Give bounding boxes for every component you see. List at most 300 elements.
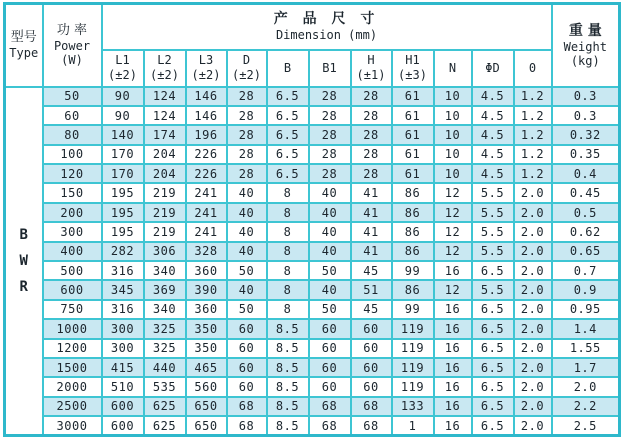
dim-value-cell: 119	[392, 358, 434, 377]
dim-value-cell: 86	[392, 242, 434, 261]
dim-value-cell: 440	[144, 358, 186, 377]
dim-value-cell: 8	[267, 183, 309, 202]
dim-column-header	[144, 50, 186, 87]
dim-value-cell: 60	[351, 377, 392, 396]
dim-value-cell: 86	[392, 203, 434, 222]
dim-value-cell: 12	[434, 242, 472, 261]
dim-value-cell: 40	[309, 222, 351, 241]
dim-value-cell: 625	[144, 416, 186, 435]
dim-value-cell: 90	[102, 106, 144, 125]
dim-value-cell: 5.5	[472, 242, 514, 261]
dim-value-cell: 2.0	[514, 339, 552, 358]
power-cell: 150	[43, 183, 102, 202]
dim-value-cell: 119	[392, 339, 434, 358]
dim-value-cell: 8.5	[267, 416, 309, 435]
dim-column-name: H	[367, 53, 375, 67]
type-header-en: Type	[9, 46, 39, 61]
dim-value-cell: 2.0	[514, 319, 552, 338]
dim-value-cell: 133	[392, 397, 434, 416]
dim-column-name: L1	[115, 53, 130, 67]
power-cell: 600	[43, 280, 102, 299]
dim-value-cell: 2.0	[514, 242, 552, 261]
table-row	[5, 339, 620, 358]
dim-value-cell: 650	[186, 397, 227, 416]
dim-value-cell: 28	[351, 125, 392, 144]
table-row	[5, 203, 620, 222]
dim-value-cell: 40	[227, 222, 267, 241]
dim-value-cell: 625	[144, 397, 186, 416]
dim-column-tolerance: (±2)	[108, 68, 137, 82]
weight-cell: 2.2	[552, 397, 620, 416]
dim-value-cell: 61	[392, 87, 434, 106]
dim-value-cell: 2.0	[514, 222, 552, 241]
dim-value-cell: 1.2	[514, 106, 552, 125]
dim-value-cell: 68	[309, 397, 351, 416]
dim-value-cell: 4.5	[472, 145, 514, 164]
dim-value-cell: 204	[144, 145, 186, 164]
power-cell: 2500	[43, 397, 102, 416]
dim-value-cell: 219	[144, 183, 186, 202]
table-row	[5, 280, 620, 299]
spec-sheet	[3, 2, 621, 437]
power-cell: 750	[43, 300, 102, 319]
dim-value-cell: 1.2	[514, 145, 552, 164]
dim-column-header	[102, 50, 144, 87]
dim-column-name: N	[448, 60, 457, 75]
dim-value-cell: 61	[392, 164, 434, 183]
dim-value-cell: 2.0	[514, 203, 552, 222]
table-row	[5, 358, 620, 377]
weight-cell: 0.95	[552, 300, 620, 319]
power-header	[43, 4, 102, 87]
dim-value-cell: 196	[186, 125, 227, 144]
dim-value-cell: 50	[227, 261, 267, 280]
dim-value-cell: 241	[186, 222, 227, 241]
dim-column-tolerance: (±1)	[356, 68, 386, 82]
dim-value-cell: 241	[186, 183, 227, 202]
dim-value-cell: 86	[392, 183, 434, 202]
dim-value-cell: 60	[227, 339, 267, 358]
dim-value-cell: 5.5	[472, 183, 514, 202]
dim-value-cell: 28	[351, 106, 392, 125]
weight-cell: 2.5	[552, 416, 620, 435]
weight-cell: 0.7	[552, 261, 620, 280]
dim-value-cell: 2.0	[514, 397, 552, 416]
dim-value-cell: 510	[102, 377, 144, 396]
dim-value-cell: 40	[227, 280, 267, 299]
dim-value-cell: 124	[144, 106, 186, 125]
weight-cell: 0.9	[552, 280, 620, 299]
dim-value-cell: 41	[351, 222, 392, 241]
table-row	[5, 145, 620, 164]
dim-value-cell: 195	[102, 203, 144, 222]
dim-value-cell: 86	[392, 222, 434, 241]
dim-value-cell: 195	[102, 183, 144, 202]
dim-value-cell: 60	[351, 339, 392, 358]
dim-value-cell: 16	[434, 416, 472, 435]
dim-value-cell: 8.5	[267, 397, 309, 416]
dim-value-cell: 41	[351, 183, 392, 202]
dim-value-cell: 90	[102, 87, 144, 106]
power-cell: 400	[43, 242, 102, 261]
dim-column-header	[186, 50, 227, 87]
dim-value-cell: 219	[144, 203, 186, 222]
dim-value-cell: 10	[434, 164, 472, 183]
dim-value-cell: 28	[227, 164, 267, 183]
dim-value-cell: 140	[102, 125, 144, 144]
dim-value-cell: 360	[186, 261, 227, 280]
dim-value-cell: 41	[351, 242, 392, 261]
dim-value-cell: 2.0	[514, 300, 552, 319]
dim-value-cell: 306	[144, 242, 186, 261]
dim-value-cell: 8	[267, 222, 309, 241]
dim-value-cell: 350	[186, 319, 227, 338]
dim-value-cell: 28	[227, 145, 267, 164]
dim-value-cell: 60	[309, 339, 351, 358]
dim-value-cell: 340	[144, 300, 186, 319]
dim-value-cell: 68	[351, 397, 392, 416]
dim-value-cell: 28	[227, 106, 267, 125]
dim-value-cell: 10	[434, 125, 472, 144]
dim-value-cell: 50	[309, 261, 351, 280]
dim-value-cell: 61	[392, 125, 434, 144]
dimension-header-en: Dimension (mm)	[275, 28, 378, 43]
weight-cell: 0.45	[552, 183, 620, 202]
dim-value-cell: 345	[102, 280, 144, 299]
dim-value-cell: 40	[309, 242, 351, 261]
dim-value-cell: 325	[144, 339, 186, 358]
dim-value-cell: 16	[434, 261, 472, 280]
dim-value-cell: 369	[144, 280, 186, 299]
type-letter: R	[19, 278, 28, 295]
dim-value-cell: 146	[186, 106, 227, 125]
dim-value-cell: 560	[186, 377, 227, 396]
dim-value-cell: 41	[351, 203, 392, 222]
dim-value-cell: 8	[267, 203, 309, 222]
table-row	[5, 222, 620, 241]
dim-value-cell: 60	[351, 319, 392, 338]
dim-value-cell: 6.5	[472, 416, 514, 435]
dim-value-cell: 6.5	[472, 261, 514, 280]
dim-value-cell: 40	[227, 242, 267, 261]
weight-cell: 0.3	[552, 106, 620, 125]
dim-value-cell: 16	[434, 319, 472, 338]
dim-value-cell: 6.5	[267, 145, 309, 164]
dim-value-cell: 60	[227, 377, 267, 396]
table-row	[5, 319, 620, 338]
dim-value-cell: 12	[434, 280, 472, 299]
dim-value-cell: 61	[392, 145, 434, 164]
table-row	[5, 125, 620, 144]
table-row	[5, 242, 620, 261]
dim-value-cell: 16	[434, 300, 472, 319]
dim-value-cell: 51	[351, 280, 392, 299]
weight-cell: 1.55	[552, 339, 620, 358]
dim-value-cell: 8	[267, 261, 309, 280]
dim-value-cell: 1.2	[514, 87, 552, 106]
dim-value-cell: 60	[309, 319, 351, 338]
dim-value-cell: 5.5	[472, 203, 514, 222]
weight-cell: 0.62	[552, 222, 620, 241]
dim-value-cell: 16	[434, 397, 472, 416]
dim-value-cell: 12	[434, 183, 472, 202]
dim-value-cell: 4.5	[472, 125, 514, 144]
dim-column-name: B	[283, 60, 292, 75]
dim-value-cell: 174	[144, 125, 186, 144]
dim-value-cell: 10	[434, 87, 472, 106]
dim-column-name: D	[242, 53, 251, 67]
dim-value-cell: 28	[309, 125, 351, 144]
dim-value-cell: 6.5	[267, 164, 309, 183]
power-cell: 3000	[43, 416, 102, 435]
dim-value-cell: 60	[227, 319, 267, 338]
dim-value-cell: 8.5	[267, 358, 309, 377]
weight-cell: 0.35	[552, 145, 620, 164]
dim-value-cell: 28	[309, 164, 351, 183]
dim-value-cell: 28	[351, 145, 392, 164]
dim-value-cell: 60	[351, 358, 392, 377]
dim-value-cell: 8.5	[267, 377, 309, 396]
dim-value-cell: 12	[434, 222, 472, 241]
dim-value-cell: 2.0	[514, 416, 552, 435]
dim-column-header	[267, 50, 309, 87]
dim-value-cell: 4.5	[472, 87, 514, 106]
dim-value-cell: 340	[144, 261, 186, 280]
dim-value-cell: 328	[186, 242, 227, 261]
dim-value-cell: 40	[227, 203, 267, 222]
table-row	[5, 261, 620, 280]
table-body	[5, 87, 620, 436]
power-cell: 1500	[43, 358, 102, 377]
dim-value-cell: 219	[144, 222, 186, 241]
dim-value-cell: 119	[392, 319, 434, 338]
dim-column-tolerance: (±2)	[232, 68, 261, 82]
dim-value-cell: 4.5	[472, 106, 514, 125]
table-row	[5, 87, 620, 106]
dim-value-cell: 8	[267, 242, 309, 261]
spec-table	[3, 2, 621, 437]
dim-value-cell: 10	[434, 145, 472, 164]
dim-value-cell: 325	[144, 319, 186, 338]
dim-value-cell: 600	[102, 416, 144, 435]
dim-value-cell: 350	[186, 339, 227, 358]
dim-column-header	[514, 50, 552, 87]
power-header-zh: 功 率	[56, 23, 88, 39]
table-row	[5, 377, 620, 396]
dim-value-cell: 6.5	[472, 300, 514, 319]
dim-value-cell: 68	[227, 416, 267, 435]
power-header-unit: (W)	[61, 53, 83, 68]
dim-column-name: B1	[322, 60, 337, 75]
dim-value-cell: 600	[102, 397, 144, 416]
dim-value-cell: 241	[186, 203, 227, 222]
type-letter: W	[19, 252, 28, 269]
power-cell: 60	[43, 106, 102, 125]
dim-value-cell: 195	[102, 222, 144, 241]
dim-column-name: ΦD	[485, 60, 500, 75]
power-cell: 2000	[43, 377, 102, 396]
weight-cell: 1.7	[552, 358, 620, 377]
dim-value-cell: 2.0	[514, 261, 552, 280]
dim-value-cell: 16	[434, 377, 472, 396]
dim-value-cell: 6.5	[472, 397, 514, 416]
dim-value-cell: 28	[227, 125, 267, 144]
weight-header-unit: (kg)	[570, 53, 600, 68]
weight-cell: 1.4	[552, 319, 620, 338]
dim-value-cell: 16	[434, 339, 472, 358]
dim-value-cell: 60	[309, 377, 351, 396]
dim-value-cell: 40	[309, 203, 351, 222]
weight-cell: 0.3	[552, 87, 620, 106]
table-row	[5, 164, 620, 183]
dim-value-cell: 16	[434, 358, 472, 377]
dim-value-cell: 50	[227, 300, 267, 319]
dim-value-cell: 8.5	[267, 319, 309, 338]
power-cell: 100	[43, 145, 102, 164]
dim-value-cell: 10	[434, 106, 472, 125]
dim-value-cell: 28	[309, 106, 351, 125]
dim-value-cell: 28	[309, 87, 351, 106]
dim-value-cell: 28	[351, 87, 392, 106]
dim-value-cell: 6.5	[472, 358, 514, 377]
weight-cell: 0.65	[552, 242, 620, 261]
dim-value-cell: 99	[392, 261, 434, 280]
dim-column-header	[392, 50, 434, 87]
weight-header-zh: 重 量	[568, 22, 602, 39]
power-cell: 300	[43, 222, 102, 241]
dim-value-cell: 2.0	[514, 377, 552, 396]
power-header-en: Power	[53, 39, 91, 54]
dim-value-cell: 170	[102, 145, 144, 164]
power-cell: 80	[43, 125, 102, 144]
dimension-header-zh: 产 品 尺 寸	[273, 11, 380, 28]
dim-value-cell: 50	[309, 300, 351, 319]
dim-value-cell: 146	[186, 87, 227, 106]
table-row	[5, 183, 620, 202]
dim-value-cell: 316	[102, 300, 144, 319]
weight-cell: 2.0	[552, 377, 620, 396]
dim-column-name: L3	[198, 53, 214, 67]
power-cell: 50	[43, 87, 102, 106]
table-row	[5, 106, 620, 125]
dim-value-cell: 119	[392, 377, 434, 396]
dim-value-cell: 2.0	[514, 183, 552, 202]
dim-value-cell: 45	[351, 261, 392, 280]
type-letter: B	[19, 226, 28, 243]
dim-value-cell: 415	[102, 358, 144, 377]
dim-value-cell: 40	[227, 183, 267, 202]
dim-column-header	[309, 50, 351, 87]
dim-value-cell: 4.5	[472, 164, 514, 183]
dim-column-header	[227, 50, 267, 87]
dim-value-cell: 28	[351, 164, 392, 183]
dim-value-cell: 12	[434, 203, 472, 222]
dim-column-tolerance: (±2)	[150, 68, 179, 82]
dim-value-cell: 8.5	[267, 339, 309, 358]
dim-value-cell: 68	[351, 416, 392, 435]
weight-header-en: Weight	[563, 39, 607, 54]
dim-value-cell: 61	[392, 106, 434, 125]
dim-value-cell: 8	[267, 300, 309, 319]
power-cell: 120	[43, 164, 102, 183]
dim-value-cell: 170	[102, 164, 144, 183]
dim-value-cell: 226	[186, 145, 227, 164]
dim-column-header	[472, 50, 514, 87]
dim-value-cell: 300	[102, 319, 144, 338]
dim-value-cell: 60	[227, 358, 267, 377]
dim-value-cell: 204	[144, 164, 186, 183]
dim-column-name: L2	[157, 53, 172, 67]
dim-value-cell: 45	[351, 300, 392, 319]
dim-value-cell: 465	[186, 358, 227, 377]
header-row	[5, 4, 620, 50]
dim-value-cell: 360	[186, 300, 227, 319]
dim-column-header	[434, 50, 472, 87]
weight-cell: 0.32	[552, 125, 620, 144]
dim-column-tolerance: (±3)	[398, 68, 427, 82]
dim-value-cell: 282	[102, 242, 144, 261]
dim-value-cell: 2.0	[514, 358, 552, 377]
dim-column-name: 0	[528, 60, 537, 75]
dim-value-cell: 40	[309, 183, 351, 202]
dim-value-cell: 99	[392, 300, 434, 319]
dim-value-cell: 68	[227, 397, 267, 416]
dim-value-cell: 1	[392, 416, 434, 435]
dim-value-cell: 68	[309, 416, 351, 435]
type-header	[5, 4, 43, 87]
type-letters-cell	[5, 87, 43, 436]
dim-value-cell: 6.5	[472, 339, 514, 358]
dim-value-cell: 6.5	[267, 87, 309, 106]
dimension-header	[102, 4, 552, 50]
dim-value-cell: 124	[144, 87, 186, 106]
dim-value-cell: 8	[267, 280, 309, 299]
dim-value-cell: 1.2	[514, 164, 552, 183]
dim-value-cell: 6.5	[472, 377, 514, 396]
table-row	[5, 397, 620, 416]
dim-value-cell: 1.2	[514, 125, 552, 144]
dim-value-cell: 316	[102, 261, 144, 280]
dim-value-cell: 390	[186, 280, 227, 299]
dim-value-cell: 28	[227, 87, 267, 106]
dim-column-tolerance: (±2)	[191, 68, 221, 82]
power-cell: 500	[43, 261, 102, 280]
dim-value-cell: 650	[186, 416, 227, 435]
power-cell: 200	[43, 203, 102, 222]
dim-value-cell: 40	[309, 280, 351, 299]
dim-value-cell: 226	[186, 164, 227, 183]
dim-value-cell: 5.5	[472, 280, 514, 299]
dim-column-name: H1	[405, 53, 420, 67]
dim-value-cell: 300	[102, 339, 144, 358]
dim-value-cell: 5.5	[472, 222, 514, 241]
table-row	[5, 416, 620, 435]
dim-value-cell: 60	[309, 358, 351, 377]
dim-value-cell: 86	[392, 280, 434, 299]
dim-value-cell: 28	[309, 145, 351, 164]
power-cell: 1200	[43, 339, 102, 358]
type-header-zh: 型号	[10, 30, 37, 46]
weight-cell: 0.4	[552, 164, 620, 183]
weight-header	[552, 4, 620, 87]
power-cell: 1000	[43, 319, 102, 338]
dim-value-cell: 6.5	[472, 319, 514, 338]
table-row	[5, 300, 620, 319]
dim-value-cell: 535	[144, 377, 186, 396]
dim-value-cell: 2.0	[514, 280, 552, 299]
dim-column-header	[351, 50, 392, 87]
weight-cell: 0.5	[552, 203, 620, 222]
